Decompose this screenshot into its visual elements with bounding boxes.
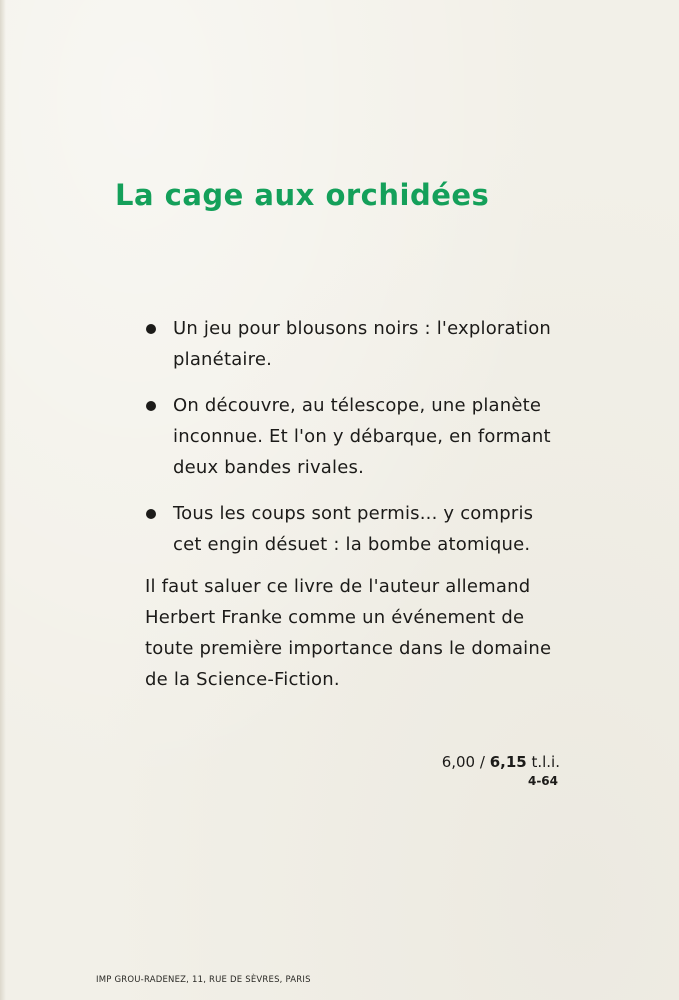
price-suffix: t.l.i. (526, 753, 560, 771)
book-title: La cage aux orchidées (115, 178, 490, 212)
bullet-list (145, 313, 565, 560)
bullet-text: Un jeu pour blousons noirs : l'exploration planétaire. (173, 318, 552, 370)
summary-paragraph: Il faut saluer ce livre de l'auteur allemand Herbert Franke comme un événement de toute première importance dans le domaine de la Science-Fiction. (145, 576, 552, 690)
bullet-text: On découvre, au télescope, une planète inconnue. Et l'on y débarque, en formant deux bandes rivales. (173, 395, 551, 478)
printer-imprint: IMP GROU-RADENEZ, 11, RUE DE SÈVRES, PARIS (96, 975, 311, 985)
bullet-item (145, 313, 565, 375)
print-code: 4-64 (527, 774, 558, 788)
bullet-item (145, 390, 565, 483)
bullet-text: Tous les coups sont permis... y compris cet engin désuet : la bombe atomique. (173, 503, 534, 555)
bullet-dot-icon (146, 324, 156, 334)
price-taxed: 6,15 (489, 753, 527, 771)
page-edge-shadow (0, 0, 6, 1000)
price (442, 753, 560, 771)
price-base: 6,00 / (441, 753, 490, 771)
bullet-dot-icon (146, 509, 156, 519)
bullet-dot-icon (146, 401, 156, 411)
blurb (145, 313, 565, 695)
bullet-item (145, 498, 565, 560)
